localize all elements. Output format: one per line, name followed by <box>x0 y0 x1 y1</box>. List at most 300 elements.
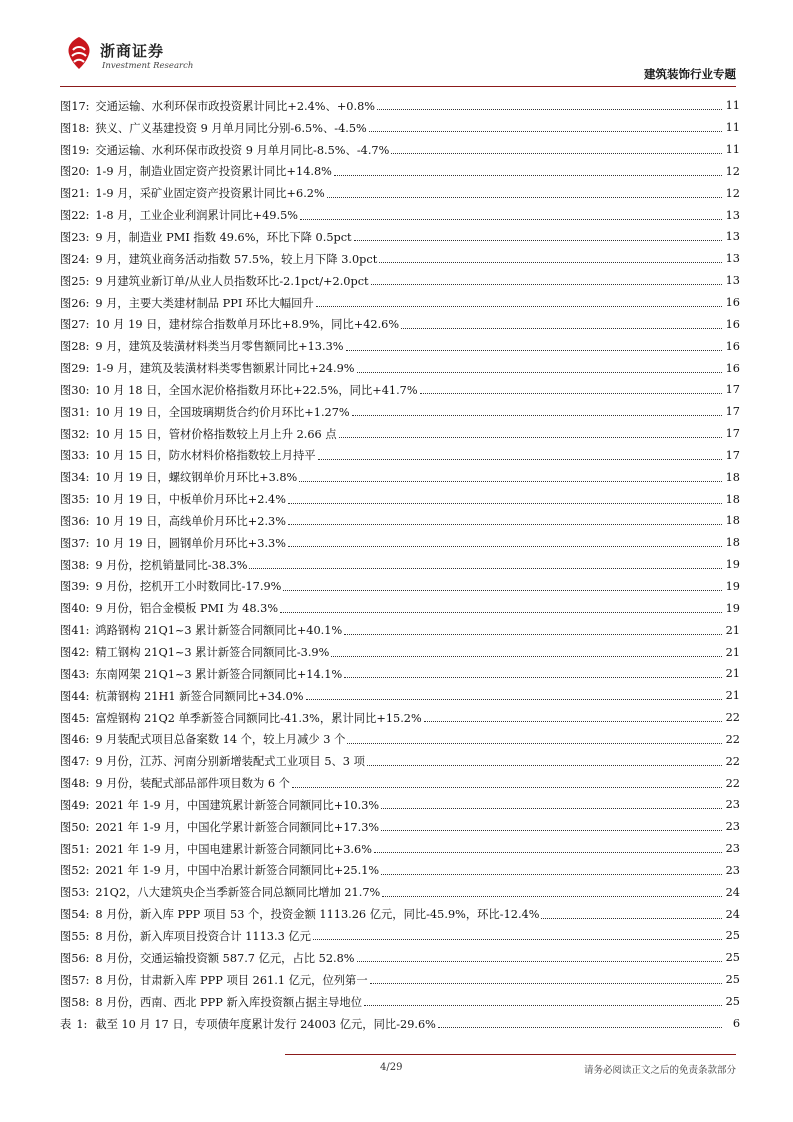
dot-leader <box>381 830 722 831</box>
figure-toc-entry[interactable] <box>60 445 740 467</box>
entry-caption <box>60 360 355 376</box>
entry-page-number: 25 <box>725 929 740 943</box>
entry-number: 24: <box>71 252 90 266</box>
entry-page-number: 21 <box>725 689 740 703</box>
entry-kind: 图 <box>60 951 72 965</box>
entry-title: 8 月份，甘肃新入库 PPP 项目 261.1 亿元，位列第一 <box>95 973 368 987</box>
company-logo-icon <box>64 36 94 70</box>
entry-caption <box>60 950 355 966</box>
entry-number: 45: <box>71 711 90 725</box>
dot-leader <box>346 350 723 351</box>
entry-number: 19: <box>71 143 90 157</box>
figure-toc-entry[interactable] <box>60 816 740 838</box>
entry-number: 55: <box>71 929 90 943</box>
figure-toc-entry[interactable] <box>60 139 740 161</box>
entry-title: 10 月 15 日，管材价格指数较上月上升 2.66 点 <box>95 427 337 441</box>
entry-page-number: 21 <box>725 623 740 637</box>
entry-caption <box>60 535 286 551</box>
entry-kind: 图 <box>60 580 72 594</box>
entry-title: 9 月份，挖机开工小时数同比-17.9% <box>95 580 282 594</box>
entry-title: 鸿路钢构 21Q1~3 累计新签合同额同比+40.1% <box>95 624 343 638</box>
figure-toc-entry[interactable] <box>60 182 740 204</box>
dot-leader <box>352 415 722 416</box>
entry-title: 精工钢构 21Q1~3 累计新签合同额同比-3.9% <box>95 646 330 660</box>
figure-toc-entry[interactable] <box>60 532 740 554</box>
figure-toc-entry[interactable] <box>60 248 740 270</box>
entry-kind: 图 <box>60 143 72 157</box>
entry-kind: 图 <box>60 646 72 660</box>
figure-toc-entry[interactable] <box>60 925 740 947</box>
dot-leader <box>249 568 722 569</box>
figure-toc-entry[interactable] <box>60 838 740 860</box>
entry-page-number: 19 <box>725 558 740 572</box>
entry-number: 54: <box>71 908 90 922</box>
entry-title: 10 月 19 日，高线单价月环比+2.3% <box>95 514 286 528</box>
entry-kind: 图 <box>60 536 72 550</box>
entry-caption <box>60 972 368 988</box>
figure-toc-entry[interactable] <box>60 423 740 445</box>
dot-leader <box>354 240 722 241</box>
entry-number: 28: <box>71 340 90 354</box>
dot-leader <box>364 1005 722 1006</box>
entry-caption <box>60 797 379 813</box>
figure-toc-entry[interactable] <box>60 510 740 532</box>
figure-toc-entry[interactable] <box>60 401 740 423</box>
entry-page-number: 13 <box>725 252 740 266</box>
entry-page-number: 6 <box>732 1017 740 1031</box>
entry-kind: 图 <box>60 908 72 922</box>
dot-leader <box>306 699 722 700</box>
dot-leader <box>316 306 722 307</box>
entry-caption <box>60 338 344 354</box>
entry-number: 57: <box>71 973 90 987</box>
dot-leader <box>374 852 722 853</box>
figure-toc-entry[interactable] <box>60 161 740 183</box>
entry-page-number: 11 <box>725 121 740 135</box>
entry-kind: 图 <box>60 121 72 135</box>
figure-toc-entry[interactable] <box>60 335 740 357</box>
entry-title: 9 月，建筑业商务活动指数 57.5%，较上月下降 3.0pct <box>95 252 378 266</box>
entry-kind: 图 <box>60 689 72 703</box>
entry-number: 40: <box>71 602 90 616</box>
dot-leader <box>379 262 722 263</box>
entry-page-number: 16 <box>725 339 740 353</box>
entry-kind: 图 <box>60 602 72 616</box>
figure-toc-entry[interactable] <box>60 576 740 598</box>
entry-caption <box>60 316 399 332</box>
page-header <box>60 28 740 88</box>
entry-caption <box>60 1016 436 1032</box>
dot-leader <box>424 721 722 722</box>
entry-page-number: 22 <box>725 711 740 725</box>
entry-number: 35: <box>71 493 90 507</box>
dot-leader <box>292 787 722 788</box>
entry-page-number: 22 <box>725 732 740 746</box>
entry-kind: 图 <box>60 558 72 572</box>
entry-caption <box>60 666 342 682</box>
figure-toc-entry[interactable] <box>60 881 740 903</box>
entry-number: 51: <box>71 842 90 856</box>
entry-number: 22: <box>71 209 90 223</box>
figure-toc-entry[interactable] <box>60 641 740 663</box>
dot-leader <box>288 503 722 504</box>
entry-page-number: 18 <box>725 492 740 506</box>
entry-title: 2021 年 1-9 月，中国电建累计新签合同额同比+3.6% <box>95 842 372 856</box>
entry-number: 20: <box>71 165 90 179</box>
entry-page-number: 24 <box>725 907 740 921</box>
entry-number: 43: <box>71 667 90 681</box>
entry-caption <box>60 862 379 878</box>
entry-caption <box>60 513 286 529</box>
figure-toc-entry[interactable] <box>60 379 740 401</box>
entry-kind: 图 <box>60 929 72 943</box>
entry-kind: 图 <box>60 165 72 179</box>
entry-kind: 图 <box>60 209 72 223</box>
entry-number: 21: <box>71 187 90 201</box>
entry-title: 9 月份，江苏、河南分别新增装配式工业项目 5、3 项 <box>95 755 365 769</box>
figure-toc-entry[interactable] <box>60 117 740 139</box>
entry-number: 52: <box>71 864 90 878</box>
entry-page-number: 25 <box>725 951 740 965</box>
entry-number: 37: <box>71 536 90 550</box>
entry-page-number: 18 <box>725 514 740 528</box>
entry-page-number: 22 <box>725 776 740 790</box>
entry-number: 41: <box>71 624 90 638</box>
figure-toc-entry[interactable] <box>60 991 740 1013</box>
entry-number: 26: <box>71 296 90 310</box>
figure-toc-entry[interactable] <box>60 663 740 685</box>
entry-page-number: 12 <box>725 164 740 178</box>
dot-leader <box>344 677 722 678</box>
entry-number: 56: <box>71 951 90 965</box>
entry-title: 10 月 19 日，建材综合指数单月环比+8.9%，同比+42.6% <box>95 318 400 332</box>
dot-leader <box>420 393 722 394</box>
entry-title: 富煌钢构 21Q2 单季新签合同额同比-41.3%，累计同比+15.2% <box>95 711 422 725</box>
entry-title: 1-8 月，工业企业利润累计同比+49.5% <box>95 209 299 223</box>
brand-name: 浙商证券 <box>100 42 165 60</box>
entry-caption <box>60 447 316 463</box>
entry-page-number: 18 <box>725 536 740 550</box>
entry-number: 48: <box>71 777 90 791</box>
entry-title: 1-9 月，建筑及装潢材料类零售额累计同比+24.9% <box>95 362 355 376</box>
entry-kind: 图 <box>60 755 72 769</box>
entry-caption <box>60 578 281 594</box>
entry-title: 10 月 19 日，螺纹钢单价月环比+3.8% <box>95 471 298 485</box>
dot-leader <box>401 328 722 329</box>
figure-toc-entry[interactable] <box>60 292 740 314</box>
entry-page-number: 13 <box>725 274 740 288</box>
entry-title: 9 月，建筑及装潢材料类当月零售额同比+13.3% <box>95 340 344 354</box>
entry-caption <box>60 622 342 638</box>
entry-number: 46: <box>71 733 90 747</box>
figure-toc-entry[interactable] <box>60 707 740 729</box>
entry-page-number: 13 <box>725 230 740 244</box>
entry-number: 32: <box>71 427 90 441</box>
entry-kind: 图 <box>60 493 72 507</box>
entry-caption <box>60 251 377 267</box>
figure-toc-entry[interactable] <box>60 772 740 794</box>
entry-caption <box>60 994 362 1010</box>
entry-kind: 图 <box>60 733 72 747</box>
entry-page-number: 21 <box>725 667 740 681</box>
entry-caption <box>60 207 298 223</box>
entry-kind: 图 <box>60 820 72 834</box>
entry-kind: 图 <box>60 383 72 397</box>
entry-number: 29: <box>71 362 90 376</box>
entry-kind: 图 <box>60 995 72 1009</box>
entry-kind: 图 <box>60 318 72 332</box>
disclaimer-text: 请务必阅读正文之后的免责条款部分 <box>583 1065 736 1076</box>
entry-title: 10 月 18 日，全国水泥价格指数月环比+22.5%，同比+41.7% <box>95 383 418 397</box>
figure-toc-entry[interactable] <box>60 313 740 335</box>
entry-title: 1-9 月，制造业固定资产投资累计同比+14.8% <box>95 165 332 179</box>
figure-toc-entry[interactable] <box>60 860 740 882</box>
entry-caption <box>60 229 352 245</box>
dot-leader <box>347 743 722 744</box>
entry-number: 38: <box>71 558 90 572</box>
entry-caption <box>60 928 311 944</box>
entry-caption <box>60 710 422 726</box>
entry-title: 9 月，主要大类建材制品 PPI 环比大幅回升 <box>95 296 314 310</box>
entry-kind: 图 <box>60 230 72 244</box>
entry-title: 1-9 月，采矿业固定资产投资累计同比+6.2% <box>95 187 325 201</box>
entry-title: 9 月份，铝合金模板 PMI 为 48.3% <box>95 602 279 616</box>
figure-toc-entry[interactable] <box>60 597 740 619</box>
entry-number: 1: <box>76 1017 88 1031</box>
entry-page-number: 16 <box>725 317 740 331</box>
entry-caption <box>60 404 350 420</box>
entry-kind: 图 <box>60 449 72 463</box>
entry-caption <box>60 557 247 573</box>
entry-title: 交通运输、水利环保市政投资 9 月单月同比-8.5%、-4.7% <box>95 143 390 157</box>
entry-title: 杭萧钢构 21H1 新签合同额同比+34.0% <box>95 689 304 703</box>
figure-list <box>60 95 740 1012</box>
entry-number: 17: <box>71 99 90 113</box>
figure-toc-entry[interactable] <box>60 903 740 925</box>
dot-leader <box>288 524 722 525</box>
dot-leader <box>438 1027 722 1028</box>
entry-page-number: 21 <box>725 645 740 659</box>
figure-toc-entry[interactable] <box>60 554 740 576</box>
figure-toc-entry[interactable] <box>60 794 740 816</box>
entry-kind: 图 <box>60 864 72 878</box>
entry-page-number: 17 <box>725 448 740 462</box>
entry-page-number: 19 <box>725 579 740 593</box>
dot-leader <box>327 197 722 198</box>
dot-leader <box>367 765 722 766</box>
page-number: 4/29 <box>380 1062 403 1073</box>
entry-caption <box>60 382 418 398</box>
entry-kind: 图 <box>60 340 72 354</box>
figure-toc-entry[interactable] <box>60 95 740 117</box>
entry-title: 8 月份，交通运输投资额 587.7 亿元，占比 52.8% <box>95 951 355 965</box>
entry-kind: 图 <box>60 777 72 791</box>
entry-page-number: 23 <box>725 820 740 834</box>
entry-kind: 图 <box>60 471 72 485</box>
dot-leader <box>381 808 722 809</box>
entry-kind: 图 <box>60 296 72 310</box>
entry-caption <box>60 295 314 311</box>
dot-leader <box>318 459 722 460</box>
entry-number: 44: <box>71 689 90 703</box>
entry-page-number: 18 <box>725 470 740 484</box>
entry-title: 交通运输、水利环保市政投资累计同比+2.4%、+0.8% <box>95 99 375 113</box>
dot-leader <box>300 219 722 220</box>
entry-caption <box>60 731 345 747</box>
entry-title: 截至 10 月 17 日，专项债年度累计发行 24003 亿元，同比-29.6% <box>95 1017 436 1031</box>
entry-kind: 图 <box>60 187 72 201</box>
entry-caption <box>60 98 375 114</box>
entry-title: 10 月 15 日，防水材料价格指数较上月持平 <box>95 449 316 463</box>
dot-leader <box>283 590 722 591</box>
entry-number: 42: <box>71 646 90 660</box>
entry-caption <box>60 688 304 704</box>
dot-leader <box>382 896 722 897</box>
entry-page-number: 23 <box>725 863 740 877</box>
entry-title: 9 月建筑业新订单/从业人员指数环比-2.1pct/+2.0pct <box>95 274 369 288</box>
entry-caption <box>60 491 286 507</box>
entry-title: 8 月份，西南、西北 PPP 新入库投资额占据主导地位 <box>95 995 363 1009</box>
report-type-title: 建筑装饰行业专题 <box>644 67 736 81</box>
dot-leader <box>377 109 722 110</box>
entry-number: 34: <box>71 471 90 485</box>
entry-page-number: 17 <box>725 427 740 441</box>
entry-title: 东南网架 21Q1~3 累计新签合同额同比+14.1% <box>95 667 343 681</box>
dot-leader <box>371 284 722 285</box>
entry-caption <box>60 775 290 791</box>
entry-kind: 图 <box>60 99 72 113</box>
entry-caption <box>60 163 332 179</box>
dot-leader <box>357 961 722 962</box>
dot-leader <box>313 939 722 940</box>
figure-toc-entry[interactable] <box>60 728 740 750</box>
entry-caption <box>60 841 372 857</box>
entry-caption <box>60 426 337 442</box>
entry-title: 8 月份，新入库 PPP 项目 53 个，投资金额 1113.26 亿元，同比-45.9%，环比-12.4% <box>95 908 540 922</box>
entry-title: 10 月 19 日，全国玻璃期货合约价月环比+1.27% <box>95 405 350 419</box>
entry-page-number: 11 <box>725 99 740 113</box>
entry-kind: 图 <box>60 798 72 812</box>
entry-kind: 图 <box>60 711 72 725</box>
entry-number: 50: <box>71 820 90 834</box>
entry-kind: 图 <box>60 973 72 987</box>
entry-title: 9 月装配式项目总备案数 14 个，较上月减少 3 个 <box>95 733 346 747</box>
figure-toc-entry[interactable] <box>60 466 740 488</box>
entry-caption <box>60 906 539 922</box>
entry-page-number: 12 <box>725 186 740 200</box>
entry-title: 2021 年 1-9 月，中国中冶累计新签合同额同比+25.1% <box>95 864 380 878</box>
entry-number: 58: <box>71 995 90 1009</box>
entry-number: 47: <box>71 755 90 769</box>
entry-kind: 图 <box>60 886 72 900</box>
figure-toc-entry[interactable] <box>60 488 740 510</box>
entry-title: 9 月，制造业 PMI 指数 49.6%，环比下降 0.5pct <box>95 230 352 244</box>
entry-kind: 图 <box>60 362 72 376</box>
figure-toc-entry[interactable] <box>60 270 740 292</box>
table-list <box>60 1013 740 1035</box>
entry-page-number: 24 <box>725 885 740 899</box>
figure-toc-entry[interactable] <box>60 619 740 641</box>
figure-toc-entry[interactable] <box>60 750 740 772</box>
entry-number: 25: <box>71 274 90 288</box>
entry-page-number: 16 <box>725 296 740 310</box>
entry-number: 18: <box>71 121 90 135</box>
entry-caption <box>60 120 367 136</box>
figure-toc-entry[interactable] <box>60 226 740 248</box>
entry-number: 36: <box>71 514 90 528</box>
entry-kind: 图 <box>60 842 72 856</box>
entry-page-number: 22 <box>725 754 740 768</box>
entry-number: 30: <box>71 383 90 397</box>
dot-leader <box>370 983 722 984</box>
entry-kind: 图 <box>60 252 72 266</box>
entry-number: 23: <box>71 230 90 244</box>
entry-title: 9 月份，挖机销量同比-38.3% <box>95 558 248 572</box>
entry-caption <box>60 185 325 201</box>
entry-page-number: 25 <box>725 973 740 987</box>
entry-title: 2021 年 1-9 月，中国化学累计新签合同额同比+17.3% <box>95 820 380 834</box>
dot-leader <box>391 153 722 154</box>
figure-toc-entry[interactable] <box>60 685 740 707</box>
dot-leader <box>299 481 722 482</box>
entry-number: 27: <box>71 318 90 332</box>
dot-leader <box>288 546 722 547</box>
entry-page-number: 17 <box>725 383 740 397</box>
dot-leader <box>331 656 722 657</box>
entry-page-number: 13 <box>725 208 740 222</box>
figure-toc-entry[interactable] <box>60 204 740 226</box>
dot-leader <box>344 634 722 635</box>
entry-kind: 表 <box>60 1017 72 1031</box>
entry-kind: 图 <box>60 667 72 681</box>
entry-page-number: 25 <box>725 995 740 1009</box>
entry-title: 10 月 19 日，中板单价月环比+2.4% <box>95 493 286 507</box>
dot-leader <box>357 372 723 373</box>
entry-caption <box>60 469 297 485</box>
brand-english-name: Investment Research <box>102 61 194 71</box>
dot-leader <box>280 612 722 613</box>
entry-caption <box>60 142 389 158</box>
entry-number: 53: <box>71 886 90 900</box>
entry-page-number: 19 <box>725 601 740 615</box>
entry-caption <box>60 753 365 769</box>
entry-caption <box>60 600 278 616</box>
entry-page-number: 23 <box>725 842 740 856</box>
entry-title: 狭义、广义基建投资 9 月单月同比分别-6.5%、-4.5% <box>95 121 367 135</box>
dot-leader <box>541 918 722 919</box>
dot-leader <box>339 437 722 438</box>
entry-caption <box>60 819 379 835</box>
figure-toc-entry[interactable] <box>60 357 740 379</box>
entry-number: 39: <box>71 580 90 594</box>
footer-divider <box>285 1054 736 1055</box>
entry-page-number: 23 <box>725 798 740 812</box>
entry-title: 8 月份，新入库项目投资合计 1113.3 亿元 <box>95 929 311 943</box>
entry-kind: 图 <box>60 405 72 419</box>
table-toc-entry[interactable] <box>60 1013 740 1035</box>
figure-toc-entry[interactable] <box>60 969 740 991</box>
figure-toc-entry[interactable] <box>60 947 740 969</box>
entry-number: 33: <box>71 449 90 463</box>
entry-kind: 图 <box>60 274 72 288</box>
entry-caption <box>60 644 329 660</box>
entry-title: 10 月 19 日，圆钢单价月环比+3.3% <box>95 536 286 550</box>
dot-leader <box>381 874 722 875</box>
entry-title: 21Q2，八大建筑央企当季新签合同总额同比增加 21.7% <box>95 886 381 900</box>
entry-kind: 图 <box>60 514 72 528</box>
entry-caption <box>60 273 369 289</box>
entry-page-number: 16 <box>725 361 740 375</box>
